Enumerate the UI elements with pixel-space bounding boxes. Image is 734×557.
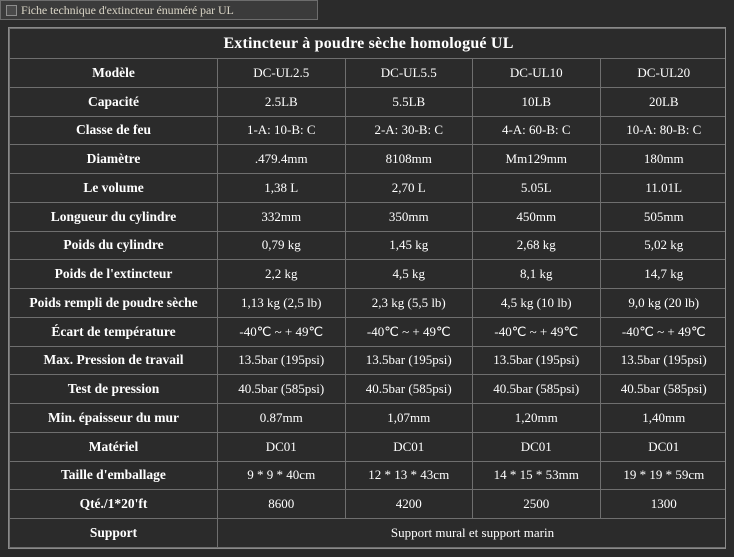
table-cell: 2,2 kg — [218, 260, 346, 289]
table-cell: 19 * 19 * 59cm — [600, 461, 726, 490]
table-cell: 0.87mm — [218, 404, 346, 433]
table-cell: 450mm — [473, 202, 601, 231]
row-label: Écart de température — [10, 317, 218, 346]
table-cell: 40.5bar (585psi) — [600, 375, 726, 404]
table-cell: 5.5LB — [345, 87, 473, 116]
table-cell: 40.5bar (585psi) — [218, 375, 346, 404]
row-label: Poids de l'extincteur — [10, 260, 218, 289]
table-cell: -40℃ ~ + 49℃ — [345, 317, 473, 346]
window-icon — [5, 4, 17, 16]
table-cell: 180mm — [600, 145, 726, 174]
table-row — [10, 404, 727, 433]
table-row — [10, 202, 727, 231]
table-cell: 4,5 kg (10 lb) — [473, 289, 601, 318]
table-cell: DC01 — [600, 432, 726, 461]
table-cell: 9 * 9 * 40cm — [218, 461, 346, 490]
table-cell: 40.5bar (585psi) — [473, 375, 601, 404]
table-cell: 4200 — [345, 490, 473, 519]
table-row — [10, 375, 727, 404]
table-cell: 13.5bar (195psi) — [473, 346, 601, 375]
table-row-support — [10, 519, 727, 548]
table-cell: 13.5bar (195psi) — [218, 346, 346, 375]
table-cell: 40.5bar (585psi) — [345, 375, 473, 404]
table-cell: 10LB — [473, 87, 601, 116]
table-row — [10, 174, 727, 203]
row-label: Max. Pression de travail — [10, 346, 218, 375]
row-label: Support — [10, 519, 218, 548]
row-label: Min. épaisseur du mur — [10, 404, 218, 433]
table-cell: 2-A: 30-B: C — [345, 116, 473, 145]
table-cell: 0,79 kg — [218, 231, 346, 260]
table-cell: Mm129mm — [473, 145, 601, 174]
table-title: Extincteur à poudre sèche homologué UL — [10, 29, 727, 59]
table-cell: 1-A: 10-B: C — [218, 116, 346, 145]
table-cell: 20LB — [600, 87, 726, 116]
table-cell: 8600 — [218, 490, 346, 519]
table-cell: 505mm — [600, 202, 726, 231]
row-label: Poids rempli de poudre sèche — [10, 289, 218, 318]
row-label: Modèle — [10, 59, 218, 88]
table-row — [10, 289, 727, 318]
table-cell: 10-A: 80-B: C — [600, 116, 726, 145]
table-cell: 5,02 kg — [600, 231, 726, 260]
table-cell: 332mm — [218, 202, 346, 231]
table-row — [10, 260, 727, 289]
row-label: Test de pression — [10, 375, 218, 404]
table-cell: 8,1 kg — [473, 260, 601, 289]
table-cell: DC-UL5.5 — [345, 59, 473, 88]
row-label: Le volume — [10, 174, 218, 203]
table-cell: 2,70 L — [345, 174, 473, 203]
table-cell: DC01 — [218, 432, 346, 461]
table-cell: DC01 — [345, 432, 473, 461]
table-row — [10, 87, 727, 116]
table-cell: 14,7 kg — [600, 260, 726, 289]
table-cell: 8108mm — [345, 145, 473, 174]
table-cell: 1,07mm — [345, 404, 473, 433]
row-label: Poids du cylindre — [10, 231, 218, 260]
table-cell: 1,38 L — [218, 174, 346, 203]
spec-table-container — [8, 27, 726, 549]
row-label: Qté./1*20'ft — [10, 490, 218, 519]
window-caption-text: Fiche technique d'extincteur énuméré par UL — [21, 2, 234, 17]
table-cell: 1300 — [600, 490, 726, 519]
table-row — [10, 317, 727, 346]
table-row — [10, 59, 727, 88]
table-cell: 2,68 kg — [473, 231, 601, 260]
table-cell: -40℃ ~ + 49℃ — [473, 317, 601, 346]
table-cell: -40℃ ~ + 49℃ — [218, 317, 346, 346]
table-row — [10, 490, 727, 519]
table-cell: 1,13 kg (2,5 lb) — [218, 289, 346, 318]
table-cell: DC01 — [473, 432, 601, 461]
table-cell-support: Support mural et support marin — [218, 519, 727, 548]
table-row — [10, 145, 727, 174]
table-cell: 14 * 15 * 53mm — [473, 461, 601, 490]
table-cell: 350mm — [345, 202, 473, 231]
table-row — [10, 346, 727, 375]
table-cell: 2500 — [473, 490, 601, 519]
row-label: Matériel — [10, 432, 218, 461]
table-row — [10, 461, 727, 490]
table-cell: 13.5bar (195psi) — [345, 346, 473, 375]
table-cell: DC-UL20 — [600, 59, 726, 88]
table-cell: 9,0 kg (20 lb) — [600, 289, 726, 318]
table-cell: -40℃ ~ + 49℃ — [600, 317, 726, 346]
table-cell: 1,20mm — [473, 404, 601, 433]
table-cell: 4,5 kg — [345, 260, 473, 289]
row-label: Classe de feu — [10, 116, 218, 145]
table-cell: 12 * 13 * 43cm — [345, 461, 473, 490]
table-row — [10, 231, 727, 260]
table-cell: 1,45 kg — [345, 231, 473, 260]
row-label: Taille d'emballage — [10, 461, 218, 490]
table-cell: DC-UL2.5 — [218, 59, 346, 88]
table-cell: DC-UL10 — [473, 59, 601, 88]
row-label: Longueur du cylindre — [10, 202, 218, 231]
extinguisher-spec-table — [9, 28, 726, 548]
table-cell: 5.05L — [473, 174, 601, 203]
table-title-row — [10, 29, 727, 59]
table-cell: 13.5bar (195psi) — [600, 346, 726, 375]
table-row — [10, 432, 727, 461]
table-cell: 1,40mm — [600, 404, 726, 433]
window-caption-bar — [0, 0, 318, 20]
table-cell: 2,3 kg (5,5 lb) — [345, 289, 473, 318]
table-cell: 4-A: 60-B: C — [473, 116, 601, 145]
row-label: Capacité — [10, 87, 218, 116]
table-cell: 2.5LB — [218, 87, 346, 116]
table-row — [10, 116, 727, 145]
table-cell: .479.4mm — [218, 145, 346, 174]
table-cell: 11.01L — [600, 174, 726, 203]
row-label: Diamètre — [10, 145, 218, 174]
